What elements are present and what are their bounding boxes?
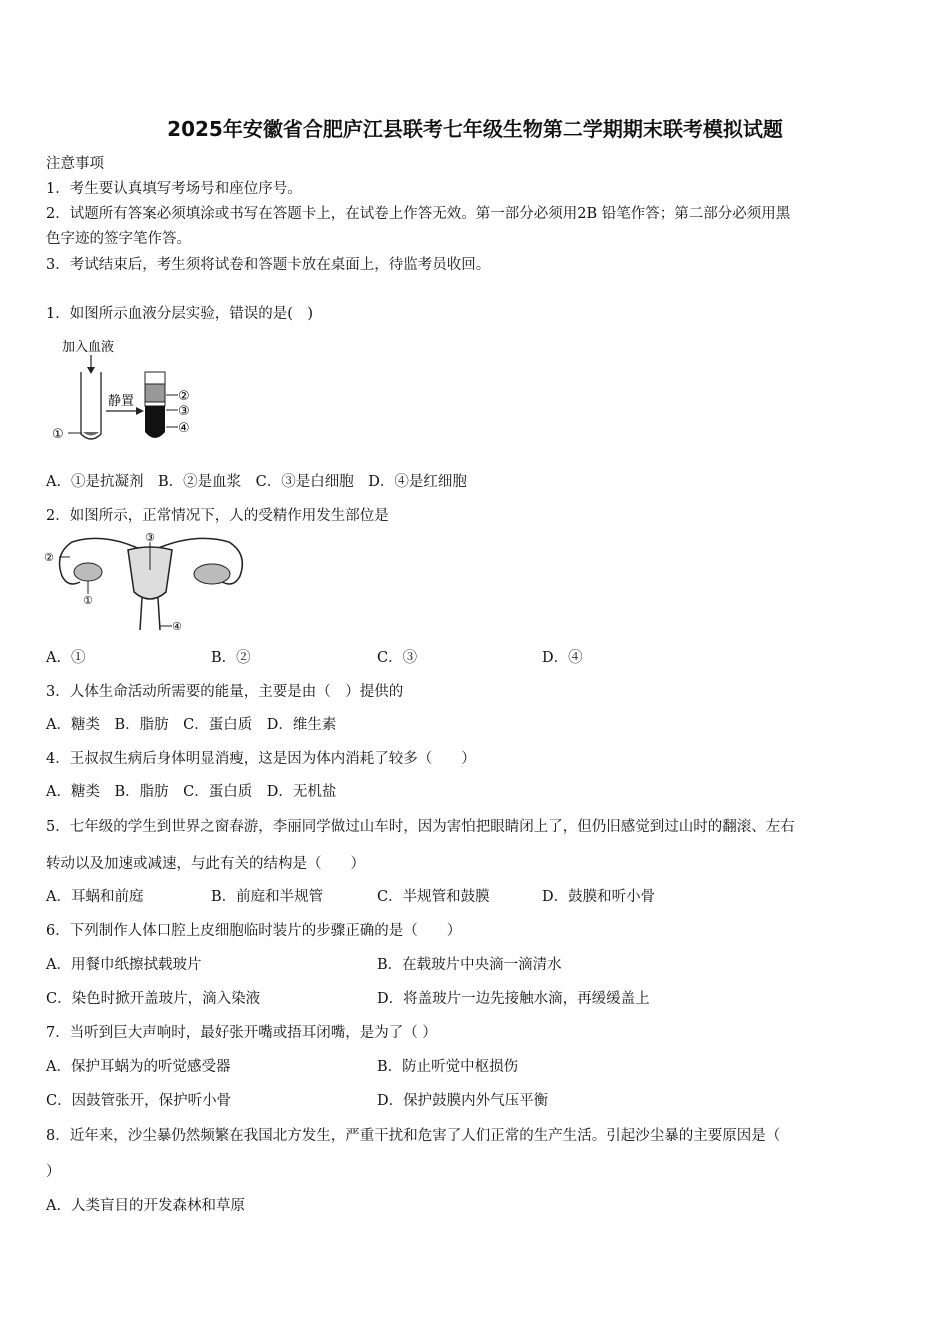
q2-option-a: A．① [46, 650, 86, 666]
q2-option-d: D．④ [542, 650, 583, 666]
q7-option-b: B．防止听觉中枢损伤 [377, 1059, 519, 1075]
q4-stem: 4．王叔叔生病后身体明显消瘦，这是因为体内消耗了较多（ ） [46, 751, 476, 767]
q2-option-c: C．③ [377, 650, 418, 666]
q3-options: A．糖类 B．脂肪 C．蛋白质 D．维生素 [46, 717, 337, 733]
q8-stem-cont: ） [46, 1164, 61, 1180]
q5-option-d: D．鼓膜和听小骨 [542, 889, 656, 905]
label-1: ① [52, 427, 64, 442]
q5-option-c: C．半规管和鼓膜 [377, 889, 490, 905]
q7-stem: 7．当听到巨大声响时，最好张开嘴或捂耳闭嘴，是为了（ ） [46, 1025, 437, 1041]
q7-option-a: A．保护耳蜗为的听觉感受器 [46, 1059, 231, 1075]
q2-stem: 2．如图所示，正常情况下，人的受精作用发生部位是 [46, 508, 389, 524]
label-4: ④ [178, 421, 190, 436]
notice-item: 1．考生要认真填写考场号和座位序号。 [46, 181, 302, 197]
q4-options: A．糖类 B．脂肪 C．蛋白质 D．无机盐 [46, 784, 337, 800]
notice-heading: 注意事项 [46, 156, 104, 172]
q1-options: A．①是抗凝剂 B．②是血浆 C．③是白细胞 D．④是红细胞 [46, 474, 467, 490]
label-1: ① [83, 594, 93, 607]
notice-item: 色字迹的签字笔作答。 [46, 231, 191, 247]
page-title: 2025年安徽省合肥庐江县联考七年级生物第二学期期末联考模拟试题 [167, 117, 783, 141]
label-3: ③ [145, 531, 155, 544]
notice-item: 2．试题所有答案必须填涂或书写在答题卡上，在试卷上作答无效。第一部分必须用2B 铅笔作答；第二部分必须用黑 [46, 206, 791, 222]
q6-option-a: A．用餐巾纸擦拭载玻片 [46, 957, 202, 973]
q8-option-a: A．人类盲目的开发森林和草原 [46, 1198, 245, 1214]
label-2: ② [178, 389, 190, 404]
reproductive-system-figure [44, 530, 250, 636]
settle-label: 静置 [108, 394, 135, 409]
q1-stem: 1．如图所示血液分层实验，错误的是( ) [46, 306, 314, 322]
q2-option-b: B．② [211, 650, 251, 666]
q6-option-b: B．在载玻片中央滴一滴清水 [377, 957, 562, 973]
q6-option-d: D．将盖玻片一边先接触水滴，再缓缓盖上 [377, 991, 650, 1007]
q5-stem: 5．七年级的学生到世界之窗春游，李丽同学做过山车时，因为害怕把眼睛闭上了，但仍旧感觉到过山时的翻滚、左右 [46, 819, 795, 835]
q5-option-a: A．耳蜗和前庭 [46, 889, 144, 905]
q3-stem: 3．人体生命活动所需要的能量，主要是由（ ）提供的 [46, 684, 404, 700]
q5-option-b: B．前庭和半规管 [211, 889, 324, 905]
label-3: ③ [178, 404, 190, 419]
add-blood-label: 加入血液 [62, 340, 115, 355]
q6-stem: 6．下列制作人体口腔上皮细胞临时装片的步骤正确的是（ ） [46, 923, 462, 939]
q7-option-d: D．保护鼓膜内外气压平衡 [377, 1093, 549, 1109]
q8-stem: 8．近年来，沙尘暴仍然频繁在我国北方发生，严重干扰和危害了人们正常的生产生活。引起沙尘暴的主要原因是（ [46, 1128, 781, 1144]
q6-option-c: C．染色时掀开盖玻片，滴入染液 [46, 991, 261, 1007]
notice-item: 3．考试结束后，考生须将试卷和答题卡放在桌面上，待监考员收回。 [46, 257, 491, 273]
q7-option-c: C．因鼓管张开，保护听小骨 [46, 1093, 232, 1109]
blood-layering-figure [48, 334, 208, 446]
label-2: ② [44, 551, 54, 564]
q5-stem-cont: 转动以及加速或减速，与此有关的结构是（ ） [46, 856, 365, 872]
label-4: ④ [172, 620, 182, 633]
